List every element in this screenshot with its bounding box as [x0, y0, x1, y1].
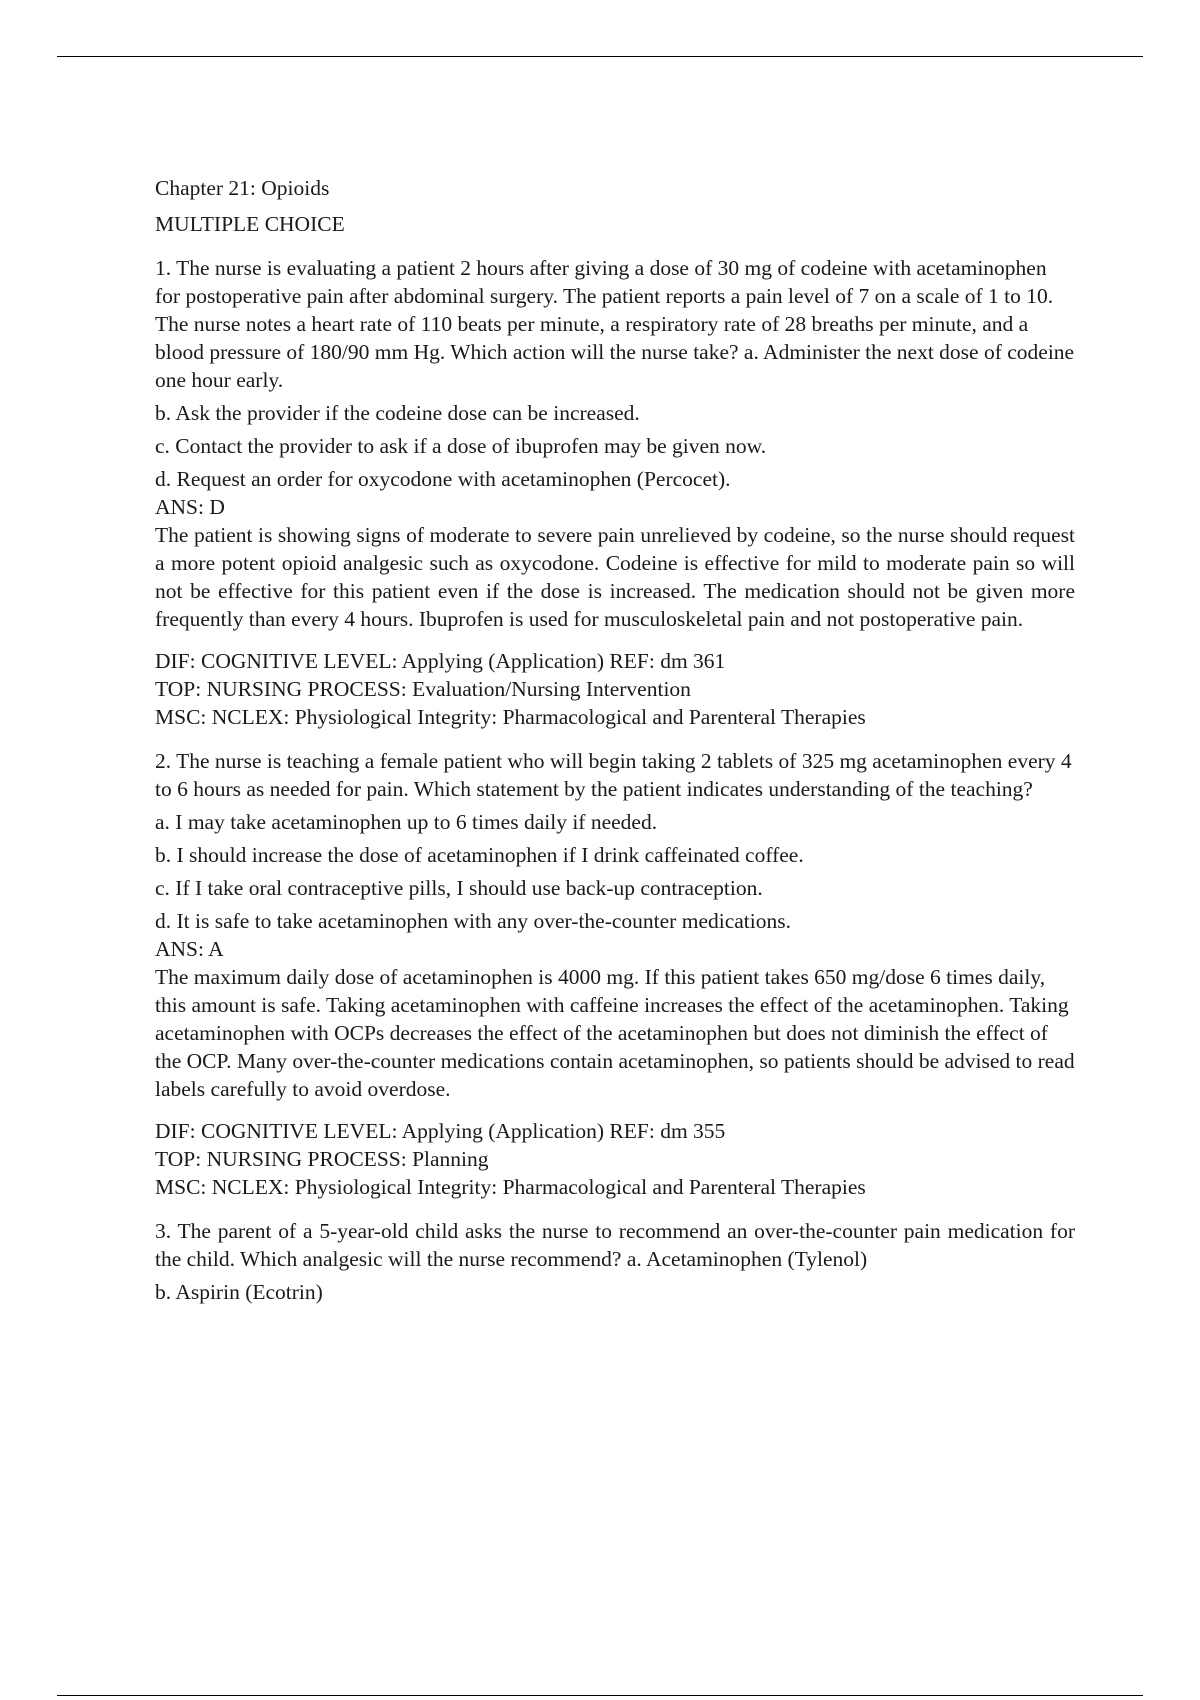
question-stem: 2. The nurse is teaching a female patient who will begin taking 2 tablets of 325 mg acetaminophen every 4 to 6 hours as needed for pain. Which statement by the patient indicates understanding of the teaching? [155, 749, 1072, 801]
answer-option: b. Ask the provider if the codeine dose can be increased. [155, 401, 640, 425]
topic-line: TOP: NURSING PROCESS: Evaluation/Nursing Intervention [155, 677, 691, 701]
question-2 [155, 747, 1075, 1201]
chapter-title: Chapter 21: Opioids [155, 176, 330, 200]
answer-option: c. Contact the provider to ask if a dose of ibuprofen may be given now. [155, 434, 767, 458]
answer-option: c. If I take oral contraceptive pills, I should use back-up contraception. [155, 876, 763, 900]
msc-line: MSC: NCLEX: Physiological Integrity: Pharmacological and Parenteral Therapies [155, 1175, 866, 1199]
question-stem: 1. The nurse is evaluating a patient 2 hours after giving a dose of 30 mg of codeine with acetaminophen for postoperative pain after abdominal surgery. The patient reports a pain level of 7 on a scale of 1 to 10. The nurse notes a heart rate of 110 beats per minute, a respiratory rate of 28 breaths per minute, and a blood pressure of 180/90 mm Hg. Which action will the nurse take? a. Administer the next dose of codeine one hour early. [155, 256, 1075, 392]
rationale: The patient is showing signs of moderate to severe pain unrelieved by codeine, so the nurse should request a more potent opioid analgesic such as oxycodone. Codeine is effective for mild to moderate pain so will not be effective for this patient even if the dose is increased. The medication should not be given more frequently than every 4 hours. Ibuprofen is used for musculoskeletal pain and not postoperative pain. [155, 523, 1075, 631]
question-stem: 3. The parent of a 5-year-old child asks the nurse to recommend an over-the-counter pain medication for the child. Which analgesic will the nurse recommend? a. Acetaminophen (Tylenol) [155, 1219, 1075, 1271]
answer-key: ANS: A [155, 937, 224, 961]
answer-option: b. Aspirin (Ecotrin) [155, 1280, 323, 1304]
topic-line: TOP: NURSING PROCESS: Planning [155, 1147, 489, 1171]
msc-line: MSC: NCLEX: Physiological Integrity: Pharmacological and Parenteral Therapies [155, 705, 866, 729]
answer-option: b. I should increase the dose of acetaminophen if I drink caffeinated coffee. [155, 843, 804, 867]
footer-rule [57, 1695, 1143, 1696]
answer-key: ANS: D [155, 495, 225, 519]
question-metadata [155, 1117, 1075, 1201]
section-heading: MULTIPLE CHOICE [155, 212, 345, 236]
difficulty-line: DIF: COGNITIVE LEVEL: Applying (Application) REF: dm 361 [155, 649, 726, 673]
question-metadata [155, 647, 1075, 731]
rationale: The maximum daily dose of acetaminophen is 4000 mg. If this patient takes 650 mg/dose 6 times daily, this amount is safe. Taking acetaminophen with caffeine increases the effect of the acetaminophen. Taking acetaminophen with OCPs decreases the effect of the acetaminophen but does not diminish the effect of the OCP. Many over-the-counter medications contain acetaminophen, so patients should be advised to read labels carefully to avoid overdose. [155, 965, 1075, 1101]
header-rule [57, 56, 1143, 57]
answer-option: d. Request an order for oxycodone with acetaminophen (Percocet). [155, 467, 731, 491]
question-1 [155, 254, 1075, 731]
answer-option: d. It is safe to take acetaminophen with any over-the-counter medications. [155, 909, 791, 933]
question-3 [155, 1217, 1075, 1306]
difficulty-line: DIF: COGNITIVE LEVEL: Applying (Application) REF: dm 355 [155, 1119, 726, 1143]
document-page [155, 174, 1075, 1311]
answer-option: a. I may take acetaminophen up to 6 times daily if needed. [155, 810, 658, 834]
